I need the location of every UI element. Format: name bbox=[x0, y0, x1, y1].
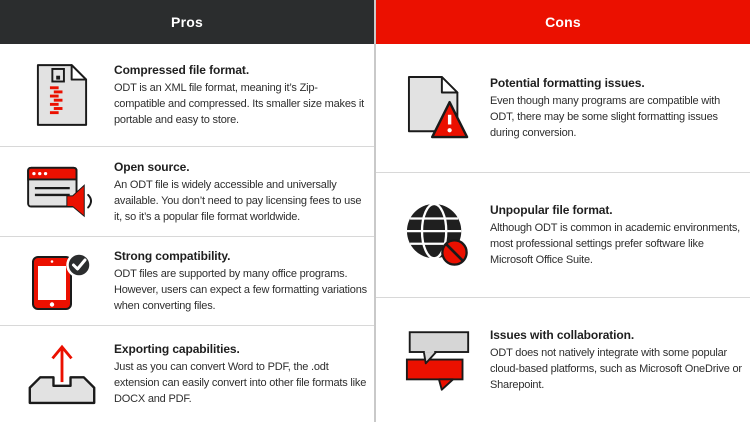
item-body: ODT does not natively integrate with some popular cloud-based platforms, such as Microsoft OneDrive or Sharepoint. bbox=[490, 347, 742, 391]
globe-prohibited-icon bbox=[400, 203, 476, 267]
item-text bbox=[490, 202, 744, 268]
item-text bbox=[114, 62, 368, 128]
list-item-compressed-format bbox=[0, 44, 374, 147]
document-warning-icon bbox=[400, 75, 476, 141]
item-title: Exporting capabilities. bbox=[114, 342, 240, 356]
device-check-icon bbox=[24, 251, 100, 311]
item-title: Potential formatting issues. bbox=[490, 76, 645, 90]
item-title: Compressed file format. bbox=[114, 63, 250, 77]
list-item-collaboration-issues bbox=[376, 298, 750, 422]
item-title: Unpopular file format. bbox=[490, 203, 613, 217]
item-text bbox=[114, 159, 368, 225]
item-text bbox=[114, 248, 368, 314]
item-title: Open source. bbox=[114, 159, 190, 174]
export-tray-icon bbox=[24, 344, 100, 405]
cons-column bbox=[376, 0, 750, 422]
open-source-icon bbox=[24, 162, 100, 222]
list-item-strong-compatibility bbox=[0, 237, 374, 326]
list-item-unpopular-format bbox=[376, 173, 750, 298]
item-text bbox=[490, 327, 744, 393]
cons-header bbox=[376, 0, 750, 44]
item-body: Just as you can convert Word to PDF, the .odt extension can easily convert into other file formats like DOCX and PDF. bbox=[114, 361, 367, 405]
item-body: Although ODT is common in academic environments, most professional settings prefer software like Microsoft Office Suite. bbox=[490, 222, 741, 266]
item-body: An ODT file is widely accessible and universally available. You don’t need to pay licensing fees to use it, so it’s a popular file format worldwide. bbox=[114, 178, 362, 223]
item-title: Strong compatibility. bbox=[114, 249, 231, 263]
speech-bubbles-icon bbox=[400, 330, 476, 391]
item-body: ODT files are supported by many office programs. However, users can expect a few formatting variations when converting files. bbox=[114, 268, 367, 312]
item-body: Even though many programs are compatible with ODT, there may be some slight formatting issues during conversion. bbox=[490, 95, 721, 139]
item-body: ODT is an XML file format, meaning it’s Zip-compatible and compressed. Its smaller size makes it portable and easy to store. bbox=[114, 82, 365, 126]
pros-header bbox=[0, 0, 374, 44]
list-item-open-source bbox=[0, 147, 374, 237]
pros-header-label: Pros bbox=[171, 14, 203, 30]
list-item-formatting-issues bbox=[376, 44, 750, 173]
item-text bbox=[490, 75, 744, 141]
item-text bbox=[114, 341, 368, 407]
pros-column bbox=[0, 0, 374, 422]
list-item-exporting-capabilities bbox=[0, 326, 374, 422]
item-title: Issues with collaboration. bbox=[490, 328, 635, 342]
zip-file-icon bbox=[24, 63, 100, 127]
cons-header-label: Cons bbox=[545, 14, 581, 30]
